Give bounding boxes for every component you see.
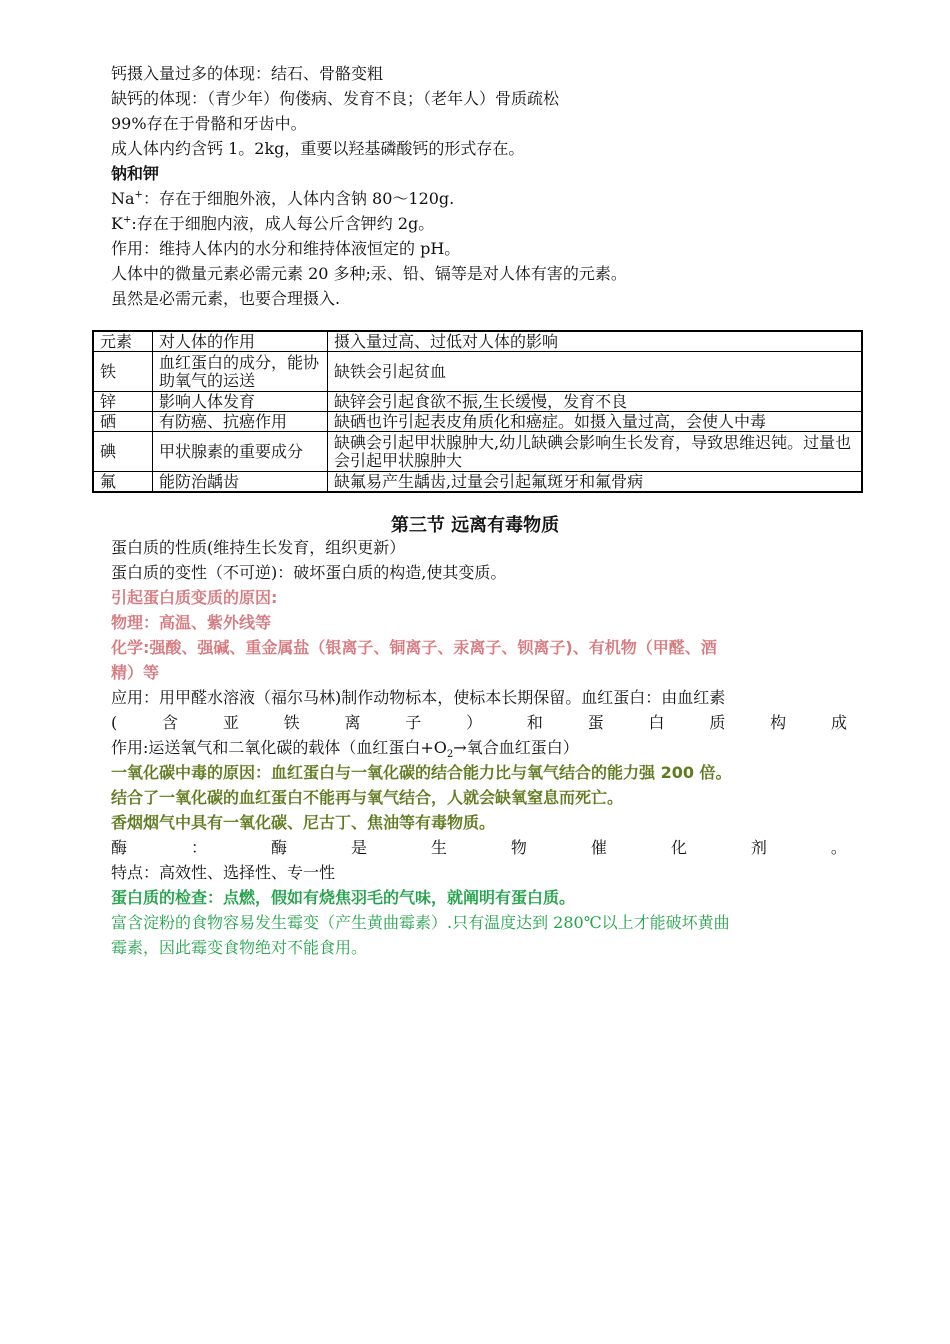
table-cell: 锌 bbox=[93, 392, 153, 412]
text-line: 作用:运送氧气和二氧化碳的载体（血红蛋白$+O_2\to$氧合血红蛋白） bbox=[111, 738, 579, 761]
table-header-cell: 元素 bbox=[93, 331, 153, 352]
table-cell: 缺锌会引起食欲不振,生长缓慢，发育不良 bbox=[328, 392, 863, 412]
text-line: K+:存在于细胞内液，成人每公斤含钾约 2g。 bbox=[111, 214, 435, 233]
highlight-line: 富含淀粉的食物容易发生霉变（产生黄曲霉素）.只有温度达到 280℃以上才能破坏黄曲 bbox=[111, 913, 730, 932]
text-line: 99%存在于骨骼和牙齿中。 bbox=[111, 114, 307, 133]
text-line: 特点：高效性、选择性、专一性 bbox=[111, 863, 336, 882]
table-cell: 能防治龋齿 bbox=[153, 472, 328, 493]
table-row bbox=[93, 392, 862, 412]
highlight-line: 霉素，因此霉变食物绝对不能食用。 bbox=[111, 938, 368, 957]
table-cell: 缺氟易产生龋齿,过量会引起氟斑牙和氟骨病 bbox=[328, 472, 863, 493]
table-cell: 缺碘会引起甲状腺肿大,幼儿缺碘会影响生长发育，导致思维迟钝。过量也会引起甲状腺肿大 bbox=[328, 432, 863, 472]
highlight-line: 化学:强酸、强碱、重金属盐（银离子、铜离子、汞离子、钡离子)、有机物（甲醛、酒 bbox=[111, 638, 717, 657]
text-line: 应用：用甲醛水溶液（福尔马林)制作动物标本，使标本长期保留。血红蛋白：由血红素 bbox=[111, 688, 726, 707]
justified-line: ( 含 亚 铁 离 子 ） 和 蛋 白 质 构 成 bbox=[111, 713, 847, 732]
table-cell: 硒 bbox=[93, 412, 153, 432]
section-title: 第三节 远离有毒物质 bbox=[390, 515, 560, 536]
table-cell: 有防癌、抗癌作用 bbox=[153, 412, 328, 432]
table-row bbox=[93, 432, 862, 472]
text-line: Na+：存在于细胞外液，人体内含钠 80～120g. bbox=[111, 189, 455, 208]
text-line: 作用：维持人体内的水分和维持体液恒定的 pH。 bbox=[111, 239, 461, 258]
table-row bbox=[93, 472, 862, 493]
justified-line: 酶 ： 酶 是 生 物 催 化 剂 。 bbox=[111, 838, 847, 857]
trace-elements-table bbox=[92, 330, 863, 493]
table-cell: 血红蛋白的成分，能协助氧气的运送 bbox=[153, 352, 328, 392]
table-cell: 铁 bbox=[93, 352, 153, 392]
text-line: 缺钙的体现：（青少年）佝偻病、发育不良；（老年人）骨质疏松 bbox=[111, 89, 560, 108]
table-cell: 影响人体发育 bbox=[153, 392, 328, 412]
subheading-sodium-potassium: 钠和钾 bbox=[111, 164, 160, 183]
highlight-line: 结合了一氧化碳的血红蛋白不能再与氧气结合，人就会缺氧窒息而死亡。 bbox=[111, 788, 624, 807]
text-line: 蛋白质的性质(维持生长发育，组织更新） bbox=[111, 538, 406, 557]
table-header-cell: 摄入量过高、过低对人体的影响 bbox=[328, 331, 863, 352]
table-cell: 甲状腺素的重要成分 bbox=[153, 432, 328, 472]
highlight-line: 精）等 bbox=[111, 663, 160, 682]
highlight-line: 引起蛋白质变质的原因: bbox=[111, 588, 278, 607]
text-line: 成人体内约含钙 1。2kg，重要以羟基磷酸钙的形式存在。 bbox=[111, 139, 525, 158]
table-cell: 缺铁会引起贫血 bbox=[328, 352, 863, 392]
highlight-line: 物理：高温、紫外线等 bbox=[111, 613, 272, 632]
highlight-line: 一氧化碳中毒的原因：血红蛋白与一氧化碳的结合能力比与氧气结合的能力强 200 倍。 bbox=[111, 763, 732, 782]
highlight-line: 蛋白质的检查：点燃，假如有烧焦羽毛的气味，就阐明有蛋白质。 bbox=[111, 888, 576, 907]
text-line: 人体中的微量元素必需元素 20 多种;汞、铅、镉等是对人体有害的元素。 bbox=[111, 264, 627, 283]
text-line: 虽然是必需元素，也要合理摄入. bbox=[111, 289, 341, 308]
table-cell: 氟 bbox=[93, 472, 153, 493]
table-header-cell: 对人体的作用 bbox=[153, 331, 328, 352]
highlight-line: 香烟烟气中具有一氧化碳、尼古丁、焦油等有毒物质。 bbox=[111, 813, 496, 832]
table-row bbox=[93, 412, 862, 432]
table-cell: 碘 bbox=[93, 432, 153, 472]
table-cell: 缺硒也许引起表皮角质化和癌症。如摄入量过高，会使人中毒 bbox=[328, 412, 863, 432]
table-header-row bbox=[93, 331, 862, 352]
text-line: 钙摄入量过多的体现：结石、骨骼变粗 bbox=[111, 64, 384, 83]
table-row bbox=[93, 352, 862, 392]
text-line: 蛋白质的变性（不可逆)：破坏蛋白质的构造,使其变质。 bbox=[111, 563, 507, 582]
